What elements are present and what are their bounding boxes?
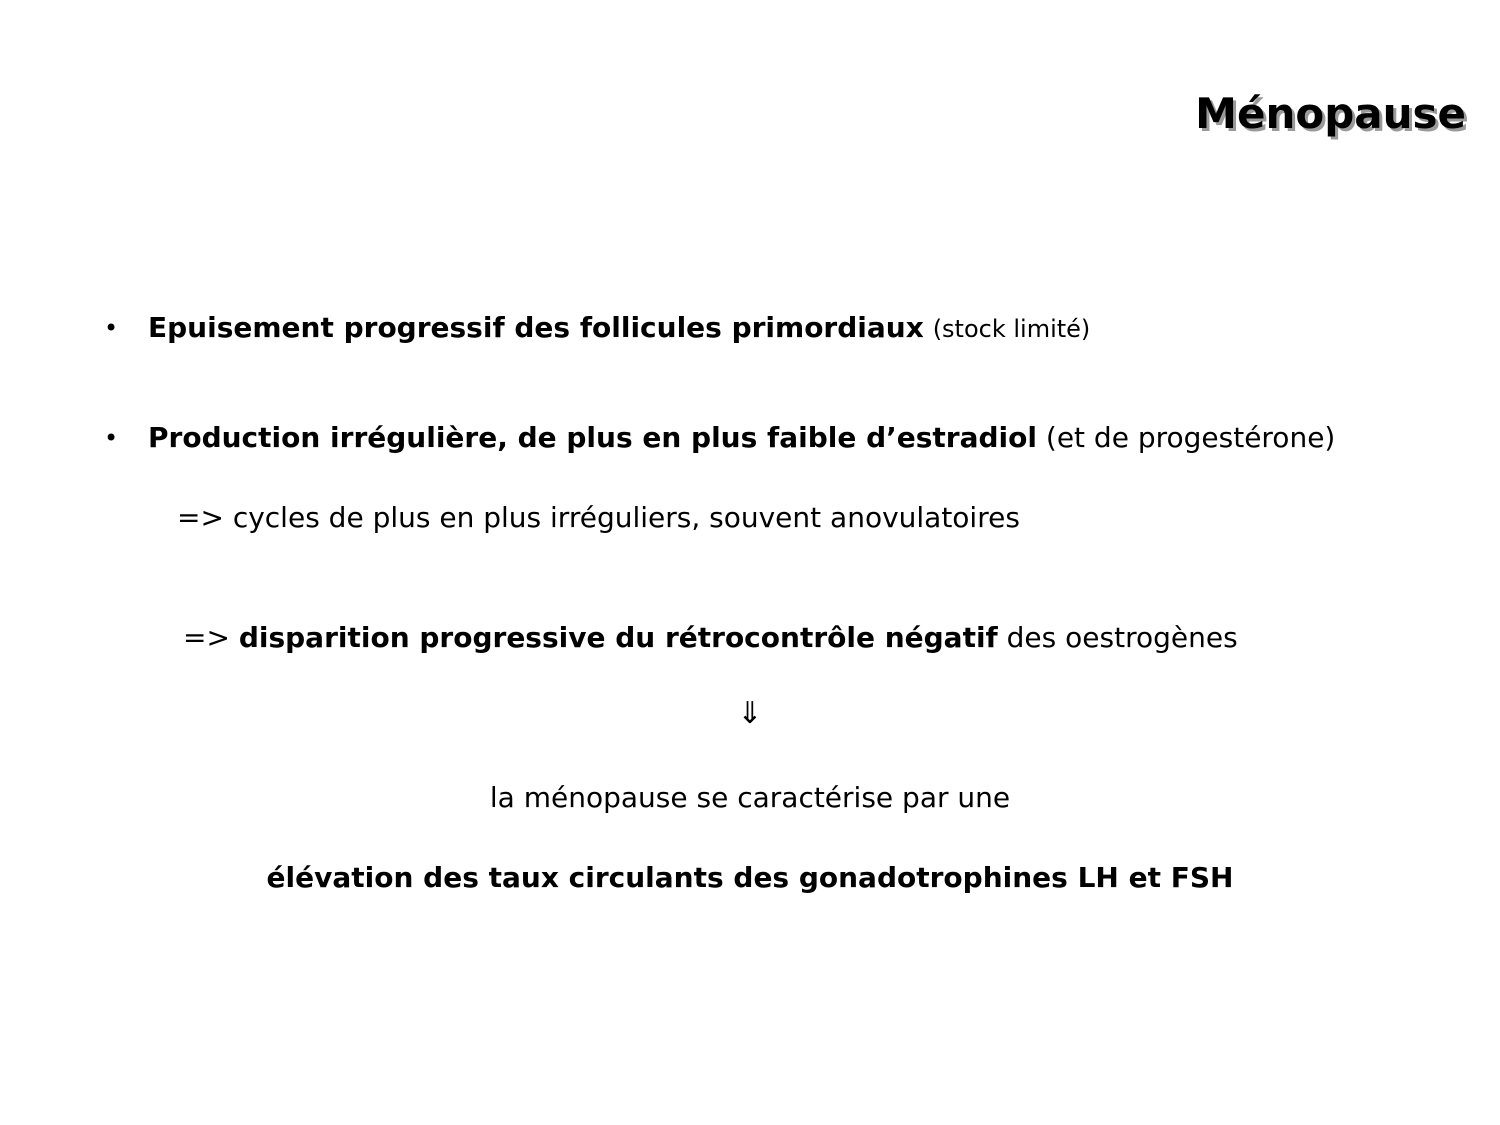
bullet-1-note: (stock limité) bbox=[932, 315, 1091, 343]
bullet-2-bold-text: Production irrégulière, de plus en plus faible d’estradiol bbox=[148, 421, 1037, 454]
consequence-suffix: des oestrogènes bbox=[1006, 621, 1238, 654]
consequence-retrocontrol bbox=[183, 618, 1238, 658]
slide-title: Ménopause bbox=[1195, 89, 1466, 138]
bullet-1-bold-text: Epuisement progressif des follicules primordiaux bbox=[148, 311, 924, 344]
bullet-dot: • bbox=[104, 314, 119, 342]
conclusion-intro: la ménopause se caractérise par une bbox=[489, 781, 1011, 814]
bullet-item-1 bbox=[148, 308, 1090, 349]
bullet-item-2 bbox=[148, 418, 1335, 458]
consequence-cycles: => cycles de plus en plus irréguliers, souvent anovulatoires bbox=[177, 501, 1020, 534]
consequence-bold-text: disparition progressive du rétrocontrôle négatif bbox=[238, 621, 998, 654]
down-arrow-icon: ⇓ bbox=[737, 696, 763, 731]
consequence-prefix: => bbox=[183, 621, 230, 654]
bullet-2-note: (et de progestérone) bbox=[1045, 421, 1336, 454]
conclusion-statement: élévation des taux circulants des gonadotrophines LH et FSH bbox=[266, 861, 1234, 894]
bullet-dot: • bbox=[104, 424, 119, 452]
